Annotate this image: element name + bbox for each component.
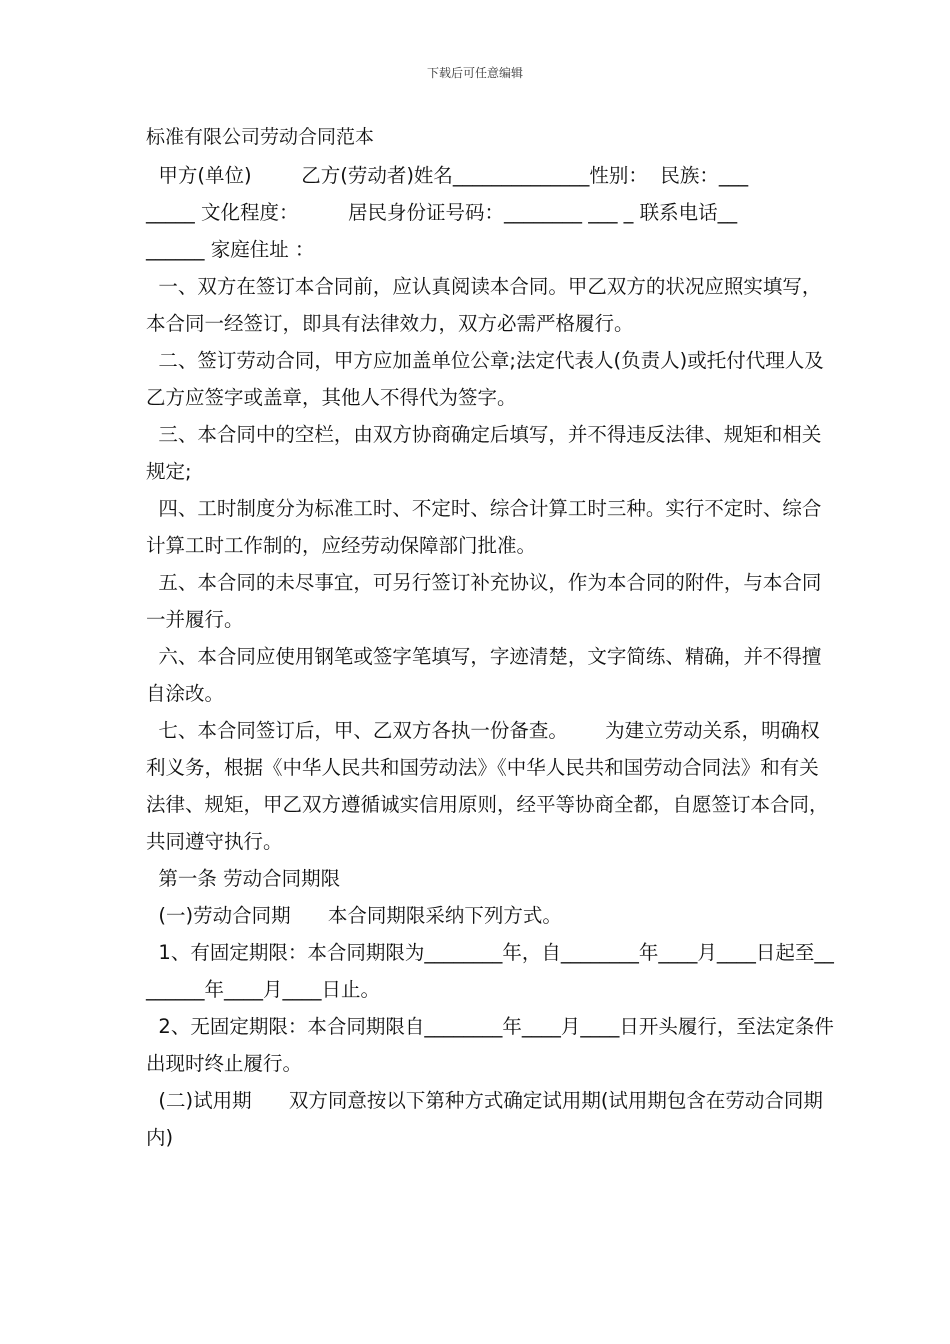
paragraph: 六、本合同应使用钢笔或签字笔填写，字迹清楚，文字简练、精确，并不得擅自涂改。 <box>146 645 822 705</box>
paragraph: 四、工时制度分为标准工时、不定时、综合计算工时三种。实行不定时、综合计算工时工作制的，应经劳动保障部门批准。 <box>146 497 822 557</box>
paragraph: _____ 文化程度： 居民身份证号码：________ ___ _ 联系电话__ <box>146 201 738 224</box>
section-heading: 第一条 劳动合同期限 <box>146 867 341 890</box>
paragraph: 七、本合同签订后，甲、乙双方各执一份备查。 为建立劳动关系，明确权利义务，根据《中华人民共和国劳动法》《中华人民共和国劳动合同法》和有关法律、规矩，甲乙双方遵循诚实信用原则，经平等协商全都，自愿签订本合同，共同遵守执行。 <box>146 719 829 853</box>
paragraph: (一)劳动合同期 本合同期限采纳下列方式。 <box>146 904 562 927</box>
paragraph: (二)试用期 双方同意按以下第种方式确定试用期(试用期包含在劳动合同期内) <box>146 1089 823 1149</box>
paragraph: 五、本合同的未尽事宜，可另行签订补充协议，作为本合同的附件，与本合同一并履行。 <box>146 571 822 631</box>
paragraph: 三、本合同中的空栏，由双方协商确定后填写，并不得违反法律、规矩和相关规定; <box>146 423 822 483</box>
header-note: 下载后可任意编辑 <box>426 66 523 80</box>
paragraph: 二、签订劳动合同，甲方应加盖单位公章;法定代表人(负责人)或托付代理人及乙方应签字或盖章，其他人不得代为签字。 <box>146 349 824 409</box>
paragraph: 1、有固定期限：本合同期限为________年，自________年____月____日起至________年____月____日止。 <box>146 941 834 1001</box>
document-title: 标准有限公司劳动合同范本 <box>146 126 375 148</box>
paragraph: 2、无固定期限：本合同期限自________年____月____日开头履行，至法定条件出现时终止履行。 <box>146 1015 834 1075</box>
paragraph: 一、双方在签订本合同前，应认真阅读本合同。甲乙双方的状况应照实填写，本合同一经签订，即具有法律效力，双方必需严格履行。 <box>146 275 822 335</box>
paragraph: ______ 家庭住址 ： <box>146 238 315 261</box>
paragraph: 甲方(单位) 乙方(劳动者)姓名______________性别： 民族：___ <box>146 164 749 187</box>
document-body <box>146 121 836 1156</box>
